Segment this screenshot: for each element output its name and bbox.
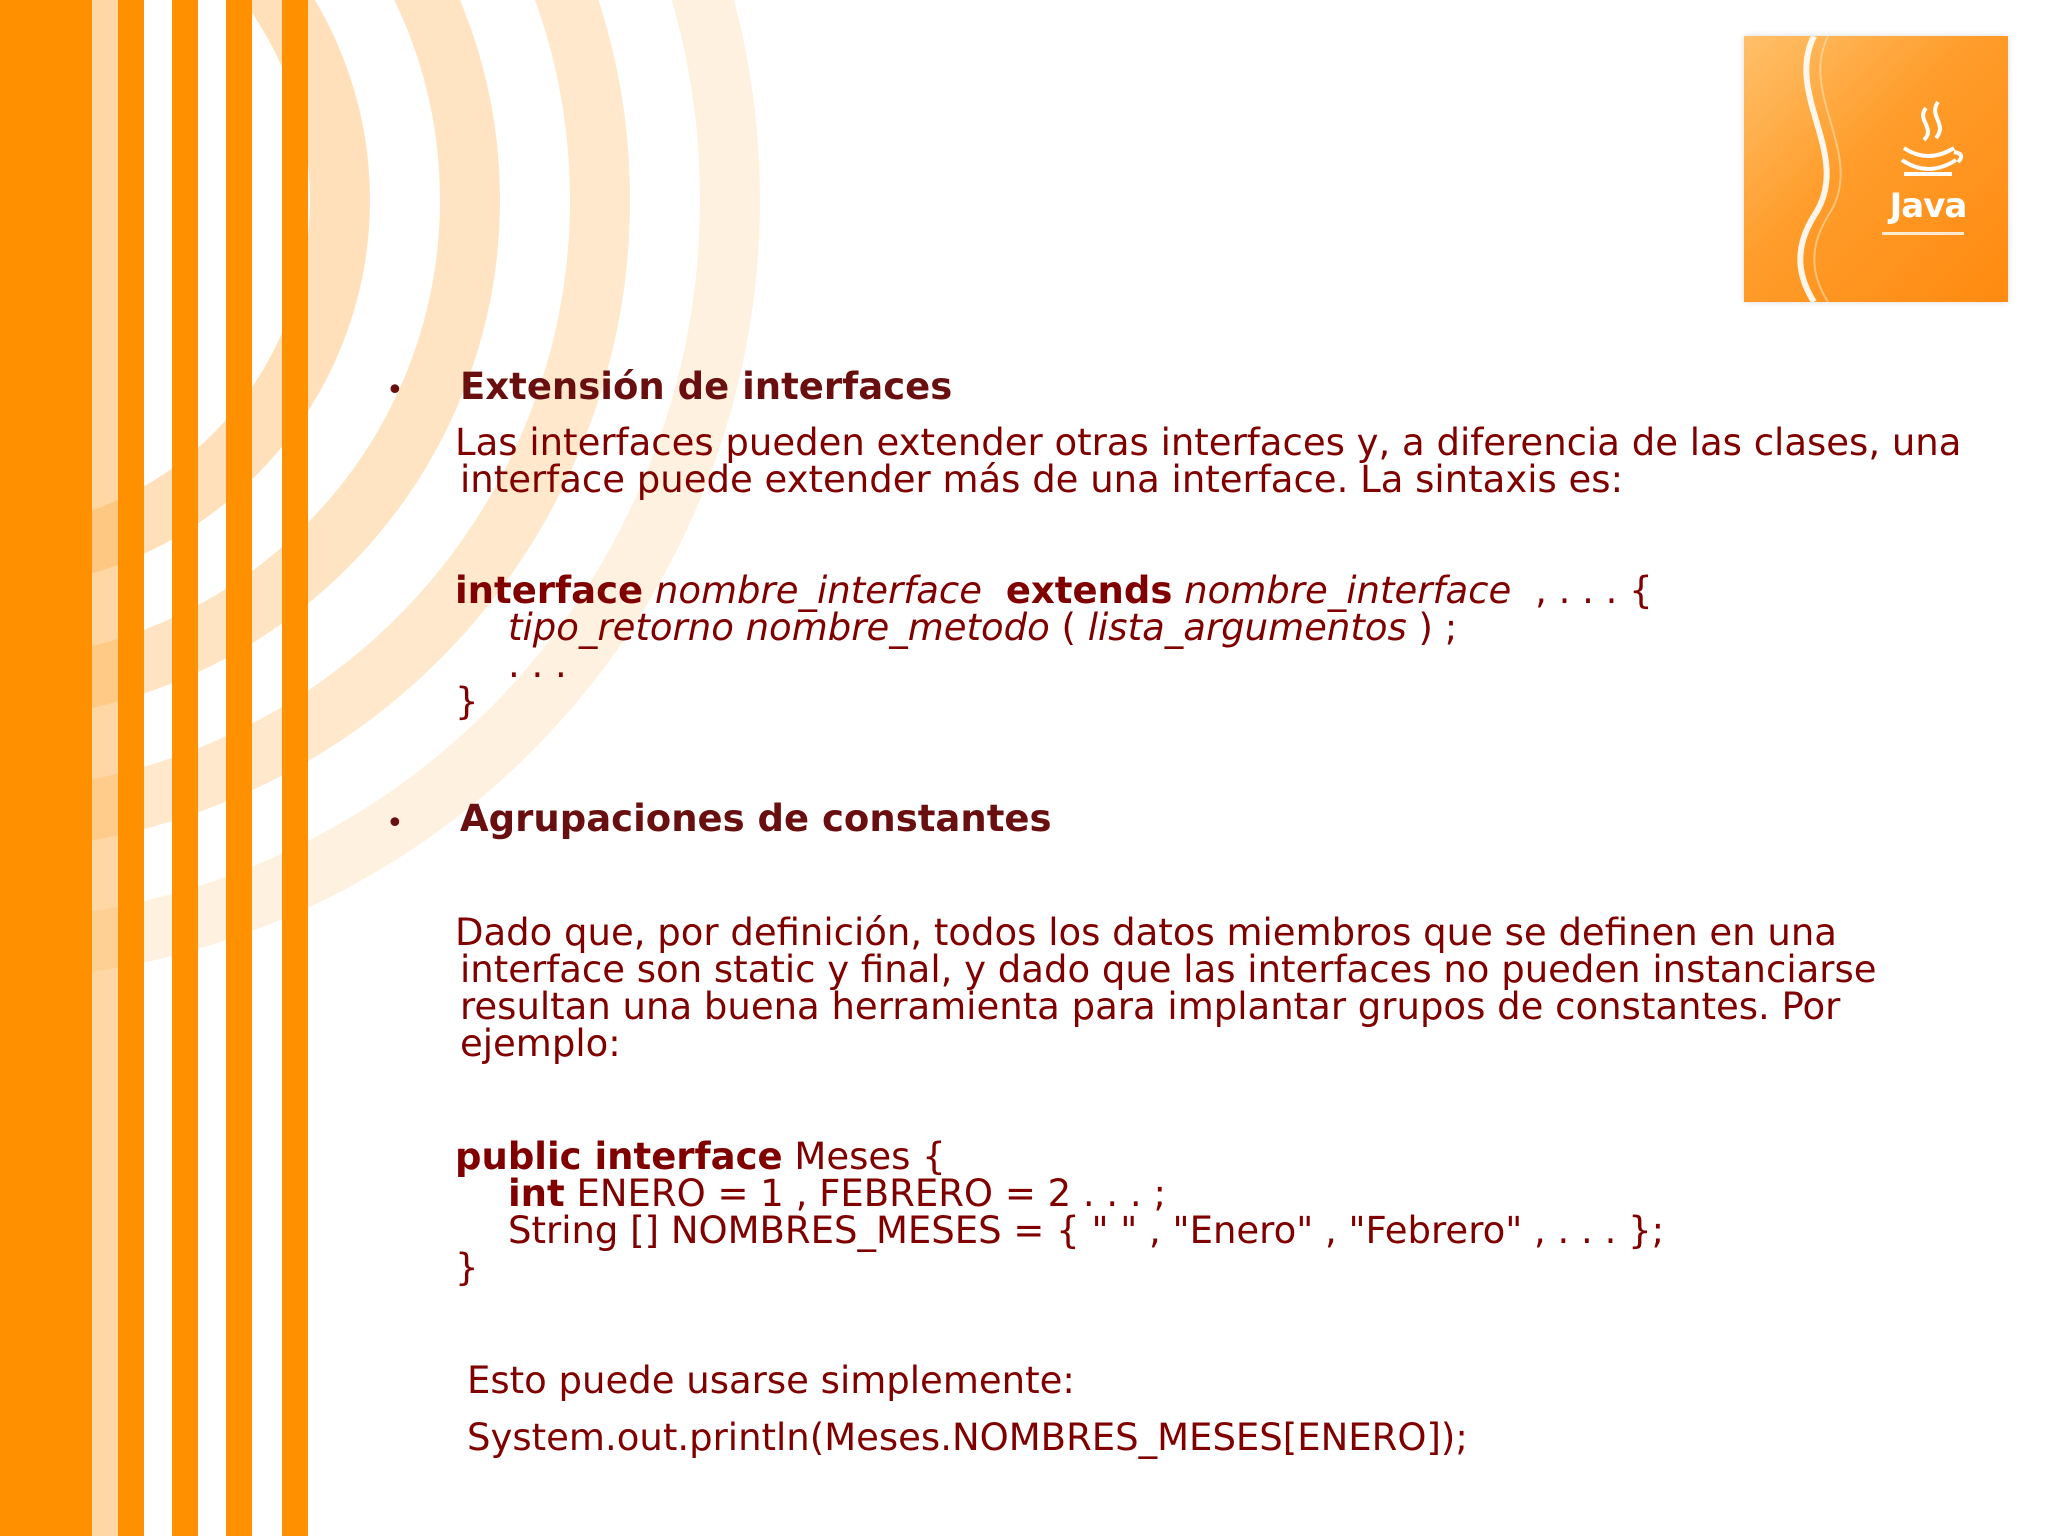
code-rest: ENERO = 1 , FEBRERO = 2 . . . ; [576,1172,1166,1215]
code-block-meses [455,1135,1665,1289]
paragraph-line: ejemplo: [460,1022,621,1065]
code-keyword-interface: interface [455,569,644,612]
code-name: nombre_interface [1184,569,1512,612]
heading-extension-interfaces: Extensión de interfaces [460,365,953,408]
code-line-4: } [455,680,479,723]
code-rest: , . . . { [1535,569,1653,612]
code-line-1 [455,1135,1664,1178]
code-keyword-extends: extends [1005,569,1173,612]
code-line-1 [455,569,1653,612]
code-line-3: String [] NOMBRES_MESES = { " " , "Enero" , "Febrero" , . . . }; [508,1209,1665,1252]
paragraph-line: Dado que, por definición, todos los datos miembros que se definen en una [455,911,1837,954]
code-paren-open: ( [1061,606,1076,649]
paragraph-line: resultan una buena herramienta para implantar grupos de constantes. Por [460,985,1841,1028]
code-method-name: nombre_metodo [745,606,1050,649]
code-keyword-public-interface: public interface [455,1135,783,1178]
usage-label: Esto puede usarse simplemente: [467,1359,1075,1402]
heading-constant-groups: Agrupaciones de constantes [460,797,1052,840]
code-line-2 [455,1172,1664,1215]
java-logo [1744,36,2008,302]
java-logo-wave [1744,36,2008,302]
bullet-1: • [386,373,404,408]
code-line-2 [455,606,1653,649]
paragraph-constants [455,911,1877,1065]
code-line-4: } [455,1246,479,1289]
code-line-3: . . . [508,643,567,686]
code-paren-close: ) ; [1418,606,1458,649]
code-block-extends [455,569,1653,723]
paragraph-extension [455,421,1962,501]
usage-code: System.out.println(Meses.NOMBRES_MESES[ENERO]); [467,1416,1468,1459]
coffee-cup-icon [1902,102,1961,174]
code-rest: Meses { [794,1135,946,1178]
paragraph-line: Las interfaces pueden extender otras interfaces y, a diferencia de las clases, una [455,421,1962,464]
bullet-2: • [386,806,404,841]
java-logo-text: Java [1889,186,1967,226]
paragraph-line: interface puede extender más de una interface. La sintaxis es: [460,458,1624,501]
code-keyword-int: int [508,1172,565,1215]
paragraph-line: interface son static y final, y dado que las interfaces no pueden instanciarse [460,948,1877,991]
code-name: nombre_interface [654,569,983,612]
code-return-type: tipo_retorno [508,606,734,649]
code-args: lista_argumentos [1087,606,1407,649]
